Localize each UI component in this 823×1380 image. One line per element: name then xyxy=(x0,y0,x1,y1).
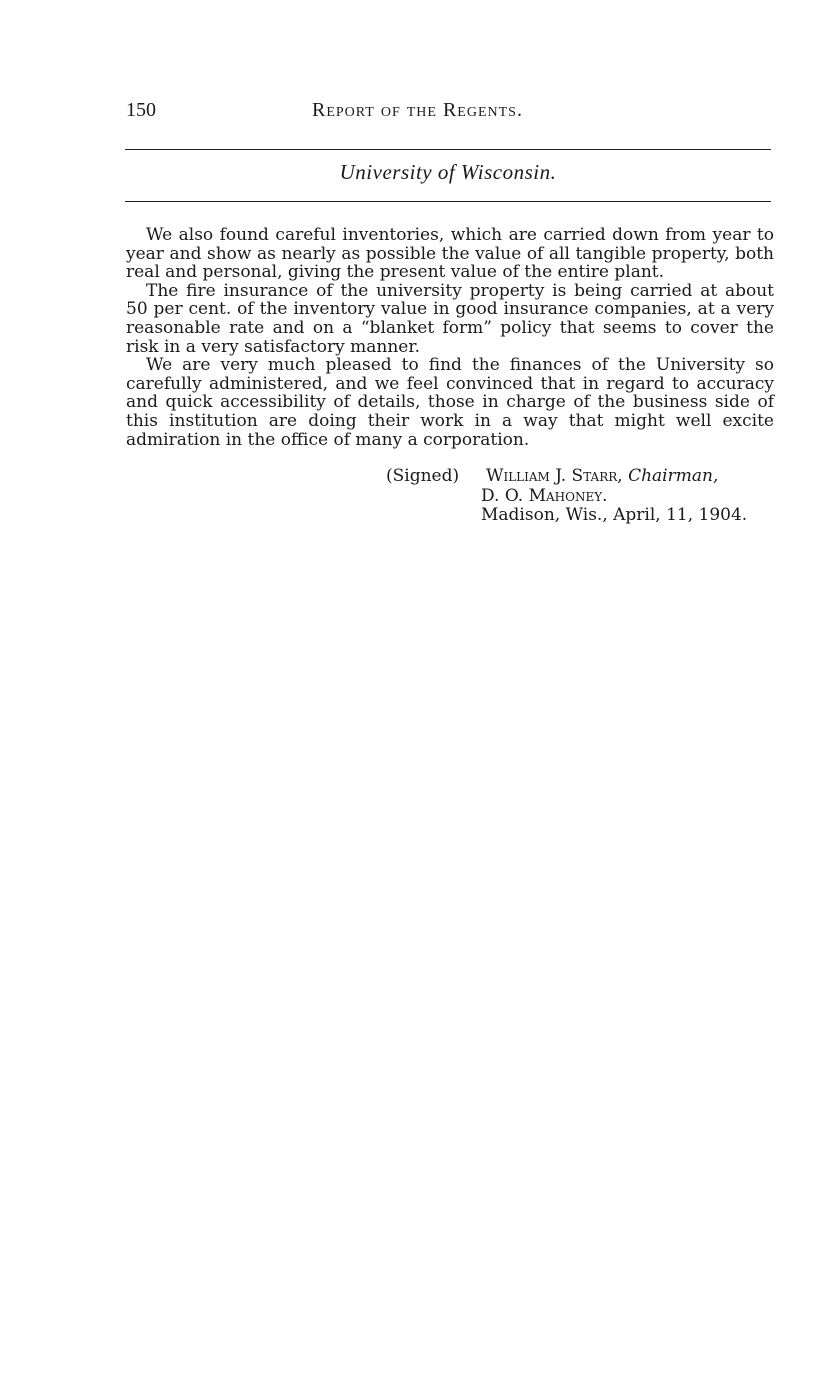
section-title: University of Wisconsin. xyxy=(339,160,557,184)
page-number: 150 xyxy=(126,99,156,121)
signer-1-title: Chairman, xyxy=(628,466,719,486)
paragraph: The fire insurance of the university property is being carried at about 50 per cent. of the inventory value in good insurance companies, at a very reasonable rate and on a “blanket form” policy that seems to cover the risk in a very satisfactory manner. xyxy=(126,280,774,357)
signer-1 xyxy=(486,466,718,486)
signer-1-name: William J. Starr, xyxy=(486,466,623,486)
top-rule xyxy=(125,149,771,150)
running-head: Report of the Regents. xyxy=(312,99,523,121)
body-text xyxy=(126,226,774,449)
signer-2-name: D. O. Mahoney. xyxy=(481,486,608,506)
paragraph: We also found careful inventories, which are carried down from year to year and show as nearly as possible the value of all tangible property, both real and personal, giving the present value of the entire plant. xyxy=(126,225,774,283)
paragraph: We are very much pleased to find the finances of the University so carefully administered, and we feel convinced that in regard to accuracy and quick accessibility of details, those in charge of the business side of this institution are doing their work in a way that might well excite admiration in the office of many a corporation. xyxy=(126,355,774,450)
place-date: Madison, Wis., April, 11, 1904. xyxy=(481,505,748,525)
signed-label: (Signed) xyxy=(386,466,460,486)
bottom-rule xyxy=(125,201,771,202)
